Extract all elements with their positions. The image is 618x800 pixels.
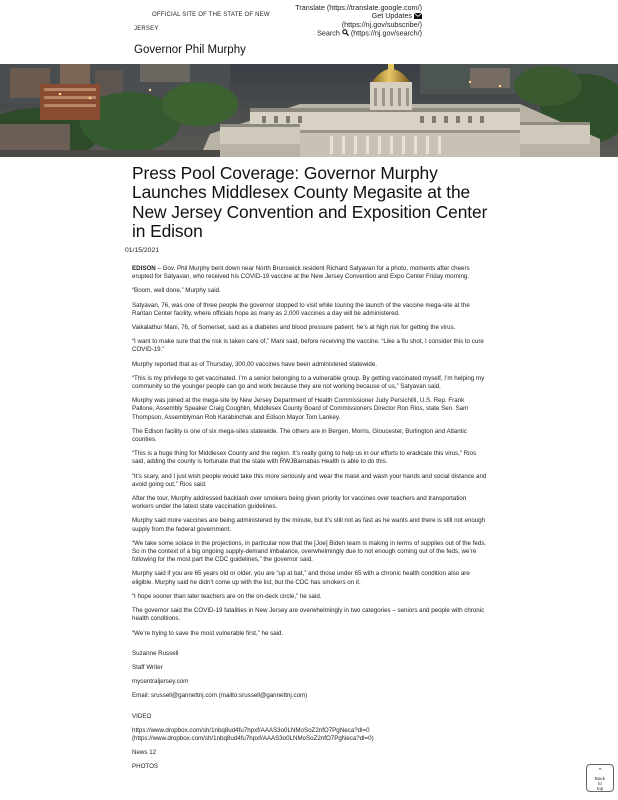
- article-paragraph: “I hope sooner than later teachers are on the on-deck circle,” he said.: [132, 592, 322, 600]
- article-paragraph: Murphy said if you are 65 years old or older, you are “up at bat,” and those under 65 with a chronic health condition also are eligible. Murphy said he didn’t come up with the list, but the CDC has smokers on it.: [132, 570, 470, 586]
- article-paragraph: Murphy was joined at the mega-site by New Jersey Department of Health Commissioner Judy Persichilli, U.S. Rep. Frank Pallone, Assembly Speaker Craig Coughlin, Middlesex County Board of Commissioners Director Ron Rios, state Sen. Sam Thompson, Assemblyman Rob Karabinchak and Edison Mayor Tom Lankey.: [132, 397, 469, 421]
- author-role: Staff Writer: [132, 663, 163, 671]
- article-paragraph: Murphy said more vaccines are being administered by the minute, but it’s still not as fast as he wants and there is still not enough supply from the federal government.: [132, 517, 486, 533]
- article-paragraph: “This is a huge thing for Middlesex County and the region. It’s really going to help us in our efforts to eradicate this virus,” Rios said, adding the county is fortunate that the state with RWJBarnabas Health is able to do this.: [132, 450, 477, 466]
- article-paragraph: Murphy reported that as of Thursday, 300,00 vaccines have been administered statewide.: [132, 360, 378, 368]
- hero-image-statehouse: [0, 64, 618, 157]
- search-label: Search: [317, 28, 340, 38]
- lead-paragraph: [132, 265, 488, 281]
- video-link-target[interactable]: (https://www.dropbox.com/sh/1nbq8ud4fu7hpxf/AAAS3o0LNMoSoZ2nfO7PgNeca?dl=0): [132, 734, 374, 742]
- search-url: (https://nj.gov/search/): [350, 28, 422, 38]
- official-site-label: [134, 8, 274, 36]
- article-paragraph: “I want to make sure that the risk is taken care of,” Mani said, before receiving the vaccine. “Like a flu shot, I consider this to cure COVID-19.”: [132, 338, 484, 354]
- video-url: https://www.dropbox.com/sh/1nbq8ud4fu7hpxf/AAAS3o0LNMoSoZ2nfO7PgNeca?dl=0: [132, 726, 370, 734]
- video-heading: VIDEO: [132, 712, 152, 720]
- back-to-top-line2: to: [598, 781, 602, 786]
- news-12-label: News 12: [132, 749, 157, 757]
- article-paragraph: “It’s scary, and I just wish people would take this more seriously and wear the mask and wash your hands and social distance and avoid going out,” Rios said.: [132, 472, 487, 488]
- page-title: Press Pool Coverage: Governor Murphy Launches Middlesex County Megasite at the New Jersey Convention and Exposition Center in Edison: [132, 163, 488, 241]
- photos-heading: PHOTOS: [132, 763, 159, 771]
- article-paragraph: “This is my privilege to get vaccinated. I’m a senior belonging to a vulnerable group. By getting vaccinated myself, I’m helping my community so the younger people can go and work because they are not working because of us,” Satyavan said.: [132, 374, 485, 391]
- article-paragraph: “Boom, well done,” Murphy said.: [132, 287, 221, 295]
- article-paragraph: “We take some solace in the projections, in particular now that the [Joe] Biden team is making in terms of supplies out of the feds. So in the context of a big ongoing supply-demand imbalance, overwhelmingly due to not enough coming out of the feds, we’re following for the most part the CDC guidelines,” the governor said.: [132, 539, 487, 564]
- back-to-top-line3: top: [596, 786, 604, 791]
- article-paragraph: Satyavan, 76, was one of three people the governor stopped to visit while touring the launch of the vaccine mega-site at the Raritan Center facility, where officials hope as many as 2,000 vaccines a day will be administered.: [132, 301, 470, 317]
- governor-site-title[interactable]: Governor Phil Murphy: [134, 44, 246, 56]
- official-site-line2: JERSEY: [134, 26, 159, 32]
- article-paragraph: The governor said the COVID-19 fatalities in New Jersey are overwhelmingly in two categories – seniors and people with chronic health conditions.: [132, 607, 485, 623]
- search-link[interactable]: [262, 29, 422, 38]
- envelope-icon: [414, 13, 422, 19]
- lead-text: – Gov. Phil Murphy bent down near North Brunswick resident Richard Satyavan for a photo, moments after cheers erupted for Satyavan, who received his COVID-19 vaccine at the New Jersey Convention and Expo Center Friday morning.: [132, 265, 470, 281]
- chevron-up-icon: ⌃: [597, 768, 603, 775]
- author-outlet: mycentraljersey.com: [132, 678, 189, 686]
- dateline: EDISON: [132, 265, 156, 272]
- back-to-top-button[interactable]: [586, 764, 614, 792]
- article-body: [132, 265, 488, 778]
- utility-links: [262, 4, 422, 38]
- publish-date: 01/15/2021: [125, 247, 160, 254]
- get-updates-label: Get Updates: [371, 11, 412, 21]
- back-to-top-line1: Back: [594, 776, 606, 781]
- article-paragraph: Vaikalathur Mani, 76, of Somerset, said as a diabetes and blood pressure patient, he’s at high risk for getting the virus.: [132, 324, 456, 332]
- author-name: Suzanne Russell: [132, 649, 179, 657]
- article-paragraph: “We’re trying to save the most vulnerable first,” he said.: [132, 629, 284, 637]
- subscribe-url[interactable]: (https://nj.gov/subscribe/): [341, 19, 422, 29]
- translate-link[interactable]: Translate (https://translate.google.com/): [295, 3, 422, 12]
- article-paragraph: The Edison facility is one of six mega-sites statewide. The others are in Bergen, Morris, Gloucester, Burlington and Atlantic counties.: [132, 427, 467, 444]
- article-paragraph: After the tour, Murphy addressed backlash over smokers being given priority for vaccines over teachers and transportation workers under the latest state vaccination guidelines.: [132, 495, 467, 511]
- statehouse-aerial-illustration: [0, 64, 618, 157]
- video-link[interactable]: [132, 727, 488, 735]
- search-icon: [342, 29, 349, 36]
- author-email-link[interactable]: Email: srussell@gannettnj.com (mailto:srussell@gannettnj.com): [132, 692, 308, 700]
- official-site-line1: OFFICIAL SITE OF THE STATE OF NEW: [152, 12, 270, 18]
